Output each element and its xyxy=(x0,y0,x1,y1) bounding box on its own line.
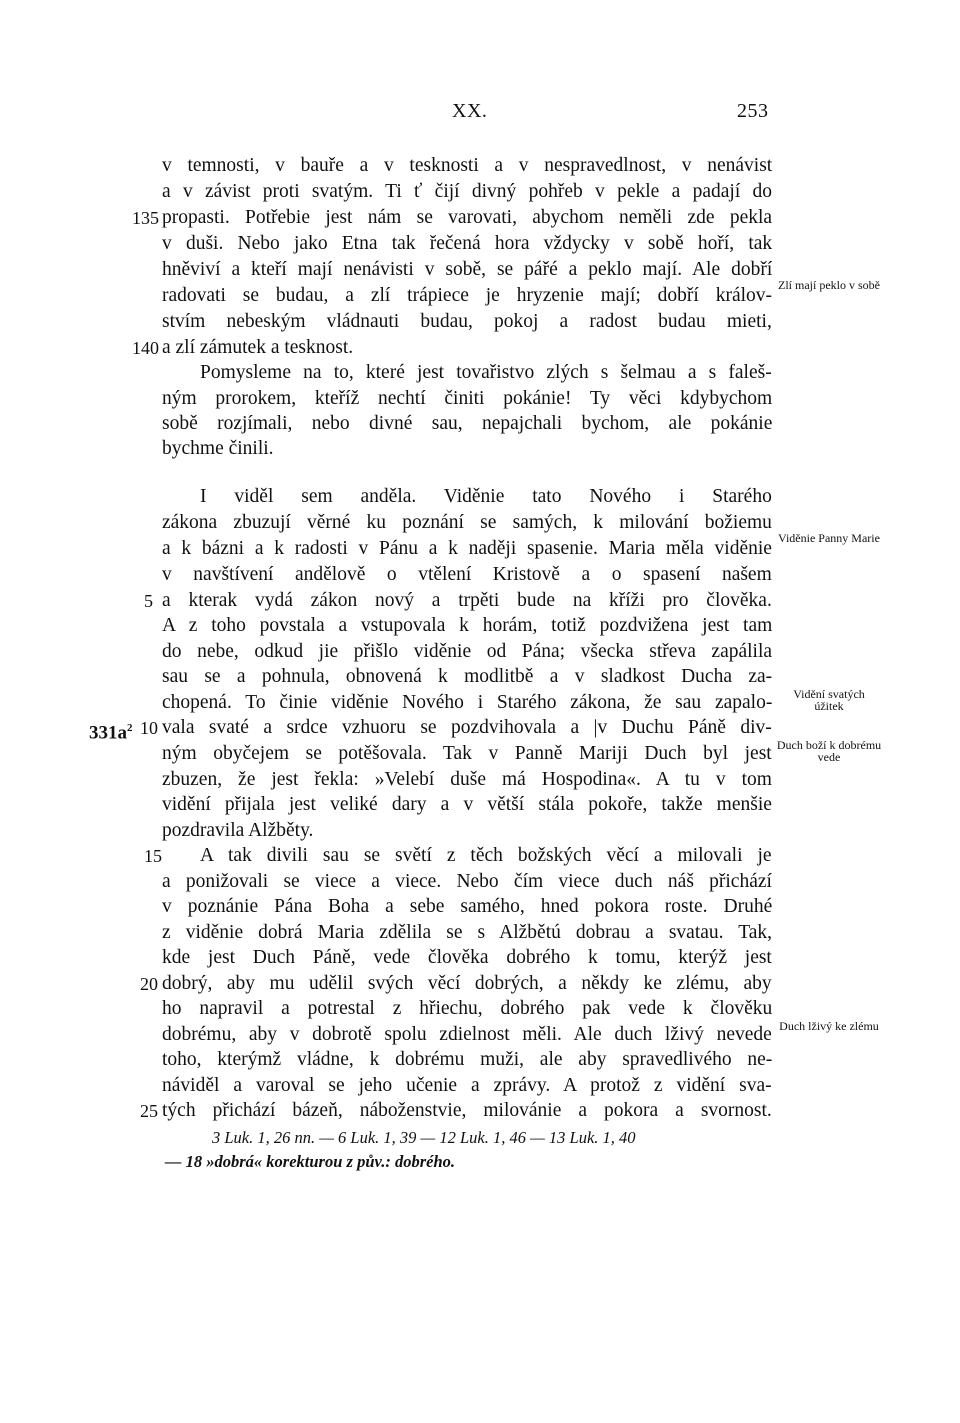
text-line: ným prorokem, kteříž nechtí činiti pokánie! Ty věci kdybychom xyxy=(162,388,773,409)
text-line: pozdravila Alžběty. xyxy=(162,820,314,841)
text-line: v temnosti, v bauře a v tesknosti a v nespravedlnost, v nenávist xyxy=(162,155,773,176)
line-number: 5 xyxy=(144,591,153,611)
chapter-heading: XX. xyxy=(452,100,488,122)
text-line: toho, kterýmž vládne, k dobrému muži, ale aby spravedlivého ne- xyxy=(162,1049,773,1070)
footnote-line: 3 Luk. 1, 26 nn. — 6 Luk. 1, 39 — 12 Luk. 1, 46 — 13 Luk. 1, 40 xyxy=(212,1128,636,1147)
line-number: 15 xyxy=(144,846,162,866)
text-line: dobrý, aby mu udělil svých věcí dobrých, a někdy ke zlému, aby xyxy=(162,973,772,994)
text-line: I viděl sem anděla. Viděnie tato Nového i Starého xyxy=(200,486,772,507)
folio-mark-sup: 2 xyxy=(127,722,133,734)
text-line: bychme činili. xyxy=(162,438,274,459)
text-line: a k bázni a k radosti v Pánu a k naději spasenie. Maria měla viděnie xyxy=(162,538,772,559)
line-number: 20 xyxy=(140,974,158,994)
text-line: tých přichází bázeň, náboženstvie, milovánie a pokora a svornost. xyxy=(162,1100,772,1121)
margin-note: Viděnie Panny Marie xyxy=(778,531,880,545)
text-line: radovati se budau, a zlí trápiece je hryzenie mají; dobří králov- xyxy=(162,285,773,306)
margin-note: Zlí mají peklo v sobě xyxy=(778,278,880,292)
line-number: 25 xyxy=(140,1101,158,1121)
text-line: sau se a pohnula, obnovená k modlitbě a v sladkost Ducha za- xyxy=(162,666,773,687)
text-line: a zlí zámutek a tesknost. xyxy=(162,337,354,358)
text-line: a kterak vydá zákon nový a trpěti bude na kříži pro člověka. xyxy=(162,590,772,611)
text-line: stvím nebeským vládnauti budau, pokoj a radost budau mieti, xyxy=(162,311,772,332)
text-line: z viděnie dobrá Maria zdělila se s Alžbětú dobrau a svatau. Tak, xyxy=(162,922,773,943)
text-line: propasti. Potřebie jest nám se varovati, abychom neměli zde pekla xyxy=(162,207,773,228)
text-line: v duši. Nebo jako Etna tak řečená hora vždycky v sobě hoří, tak xyxy=(162,233,773,254)
margin-note: Duch boží k dobrému vede xyxy=(776,738,882,764)
text-line: v navštívení andělově o vtělení Kristově a o spasení našem xyxy=(162,564,772,585)
text-line: sobě rozjímali, nebo divné sau, nepajchali bychom, ale pokánie xyxy=(162,413,773,434)
text-line: ho napravil a potrestal z hřiechu, dobrého pak vede k člověku xyxy=(162,998,773,1019)
text-line: zákona zbuzují věrné ku poznání se samých, k milování božiemu xyxy=(162,512,772,533)
text-line: dobrému, aby v dobrotě spolu zdielnost měli. Ale duch lživý nevede xyxy=(162,1024,772,1045)
text-line: v poznánie Pána Boha a sebe samého, hned pokora roste. Druhé xyxy=(162,896,773,917)
folio-mark-text: 331a xyxy=(89,722,127,744)
text-line: do nebe, odkud jie přišlo viděnie od Pána; všecka střeva zapálila xyxy=(162,641,773,662)
text-line: vidění přijala jest veliké dary a v větší stála pokoře, takže menšie xyxy=(162,794,772,815)
text-line: náviděl a varoval se jeho učenie a zprávy. A protož z vidění sva- xyxy=(162,1075,772,1096)
text-line: chopená. To činie viděnie Nového i Starého zákona, že sau zapalo- xyxy=(162,692,773,713)
margin-note: Duch lživý ke zlému xyxy=(779,1019,879,1033)
text-line: vala svaté a srdce vzhuoru se pozdvihovala a |v Duchu Páně div- xyxy=(162,717,772,738)
text-line: A tak divili sau se světí z těch božských věcí a milovali je xyxy=(200,845,772,866)
text-line: hněviví a kteří mají nenávisti v sobě, se pářé a peklo mají. Ale dobří xyxy=(162,259,773,280)
text-line: zbuzen, že jest řekla: »Velebí duše má Hospodina«. A tu v tom xyxy=(162,769,772,790)
line-number: 10 xyxy=(140,718,158,738)
text-line: a ponižovali se viece a viece. Nebo čím viece duch náš přichází xyxy=(162,871,772,892)
line-number: 135 xyxy=(132,208,159,228)
text-line: Pomysleme na to, které jest tovařistvo zlých s šelmau a s faleš- xyxy=(200,362,772,383)
footnote-line: — 18 »dobrá« korekturou z pův.: dobrého. xyxy=(165,1152,455,1171)
folio-mark xyxy=(89,715,133,746)
page-number: 253 xyxy=(737,100,769,122)
text-line: kde jest Duch Páně, vede člověka dobrého k tomu, kterýž jest xyxy=(162,947,772,968)
text-line: a v závist proti svatým. Ti ť čijí divný pohřeb v pekle a padají do xyxy=(162,181,773,202)
margin-note: Vidění svatých úžitek xyxy=(793,687,865,713)
text-line: ným obyčejem se potěšovala. Tak v Panně Mariji Duch byl jest xyxy=(162,743,772,764)
text-line: A z toho povstala a vstupovala k horám, totiž pozdvižena jest tam xyxy=(162,615,773,636)
line-number: 140 xyxy=(132,338,159,358)
